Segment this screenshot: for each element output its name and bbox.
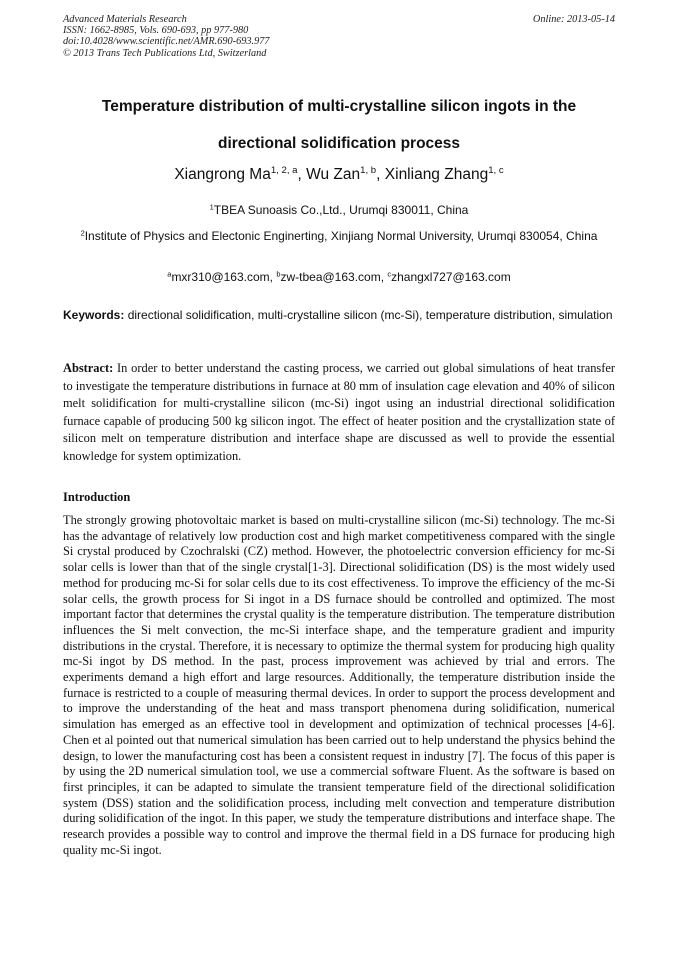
issn-line: ISSN: 1662-8985, Vols. 690-693, pp 977-980 — [63, 25, 249, 37]
author-affiliation-mark: 1, 2, a — [270, 165, 298, 177]
keywords-label: Keywords: — [63, 308, 125, 322]
author-name: Xiangrong Ma — [174, 166, 271, 183]
abstract-text: In order to better understand the casting process, we carried out global simulations of heat transfer to investigate the temperature distributions in furnace at 80 mm of insulation cage elevation and 40% of silicon melt solidification for multi-crystalline silicon (mc-Si) ingot using an industrial directional solidification furnace capable of producing 500 kg silicon ingot. The effect of heater position and the crystallization state of silicon melt on temperature distribution and interface shape are discussed as well to provide the essential knowledge for system optimization. — [63, 361, 615, 463]
email-address: zhangxl727@163.com — [391, 270, 511, 284]
abstract-label: Abstract: — [63, 361, 114, 375]
affiliation-mark: 1 — [209, 202, 214, 212]
author-name: Wu Zan — [306, 166, 361, 183]
author-affiliation-mark: 1, c — [488, 165, 504, 177]
author-list — [63, 165, 615, 185]
doi-line: doi:10.4028/www.scientific.net/AMR.690-693.977 — [63, 36, 270, 48]
online-date: Online: 2013-05-14 — [532, 14, 615, 25]
introduction-body: The strongly growing photovoltaic market is based on multi-crystalline silicon (mc-Si) technology. The mc-Si has the advantage of relatively low production cost and high market competitiveness compared with the single Si crystal produced by Czochralski (CZ) method. However, the photoelectric conversion efficiency for mc-Si solar cells is lower than that of the single crystal[1-3]. Directional solidification (DS) is the most widely used method for producing mc-Si for solar cells due to its cost effectiveness. To improve the efficiency of the mc-Si solar cells, the growth process for Si ingot in a DS furnace should be controlled and optimized. The most important factor that determines the crystal quality is the temperature distribution. The temperature distribution influences the Si melt convection, the mc-Si interface shape, and the temperature gradient and impurity distributions in the crystal. Therefore, it is necessary to optimize the thermal system for producing high quality mc-Si ingot by DS method. In the past, process improvement was achieved by trial and errors. The experiments demand a high effort and large resources. Additionally, the temperature distribution inside the furnace is restricted to a couple of measuring thermal devices. In order to support the process development and to improve the understanding of the heat and mass transport phenomena during solidification, numerical simulation has emerged as an effective tool in development and optimization of technical processes [4-6]. Chen et al pointed out that numerical simulation has been carried out to help understand the physics behind the design, to lower the manufacturing cost has been a consistent request in industry [7]. The focus of this paper is by using the 2D numerical simulation tool, we use a commercial software Fluent. As the software is based on first principles, it can be adapted to simulate the transient temperature field of the directional solidification system (DSS) station and the solidification process, including melt convection and temperature distribution during solidification of the ingot. In this paper, we study the temperature distributions and interface shape. The research provides a possible way to control and improve the thermal field in a DS furnace for producing high quality mc-Si ingot. — [63, 513, 615, 857]
affiliation-text: Institute of Physics and Electonic Enginerting, Xinjiang Normal University, Urumqi 830054, China — [84, 229, 598, 243]
paper-title: Temperature distribution of multi-crystalline silicon ingots in the directional solidification process — [101, 98, 577, 152]
email-list — [63, 268, 615, 286]
copyright-line: © 2013 Trans Tech Publications Ltd, Switzerland — [63, 47, 267, 59]
affiliation-mark: 2 — [80, 228, 85, 238]
author-separator: , — [297, 166, 307, 183]
affiliation-2 — [63, 227, 615, 245]
publication-header — [63, 14, 615, 59]
affiliation-1 — [63, 201, 615, 219]
keywords-text: directional solidification, multi-crystalline silicon (mc-Si), temperature distribution, simulation — [124, 308, 613, 322]
email-address: zw-tbea@163.com, — [280, 270, 388, 284]
email-mark: c — [387, 269, 392, 279]
keywords-section — [63, 307, 615, 324]
introduction-heading: Introduction — [63, 490, 131, 504]
author-name: Xinliang Zhang — [384, 166, 489, 183]
author-separator: , — [376, 166, 385, 183]
affiliation-text: TBEA Sunoasis Co.,Ltd., Urumqi 830011, China — [213, 203, 469, 217]
journal-name: Advanced Materials Research — [63, 14, 187, 25]
author-affiliation-mark: 1, b — [360, 165, 377, 177]
abstract-section — [63, 360, 615, 466]
email-address: mxr310@163.com, — [171, 270, 277, 284]
email-mark: b — [276, 269, 281, 279]
email-mark: a — [167, 269, 172, 279]
